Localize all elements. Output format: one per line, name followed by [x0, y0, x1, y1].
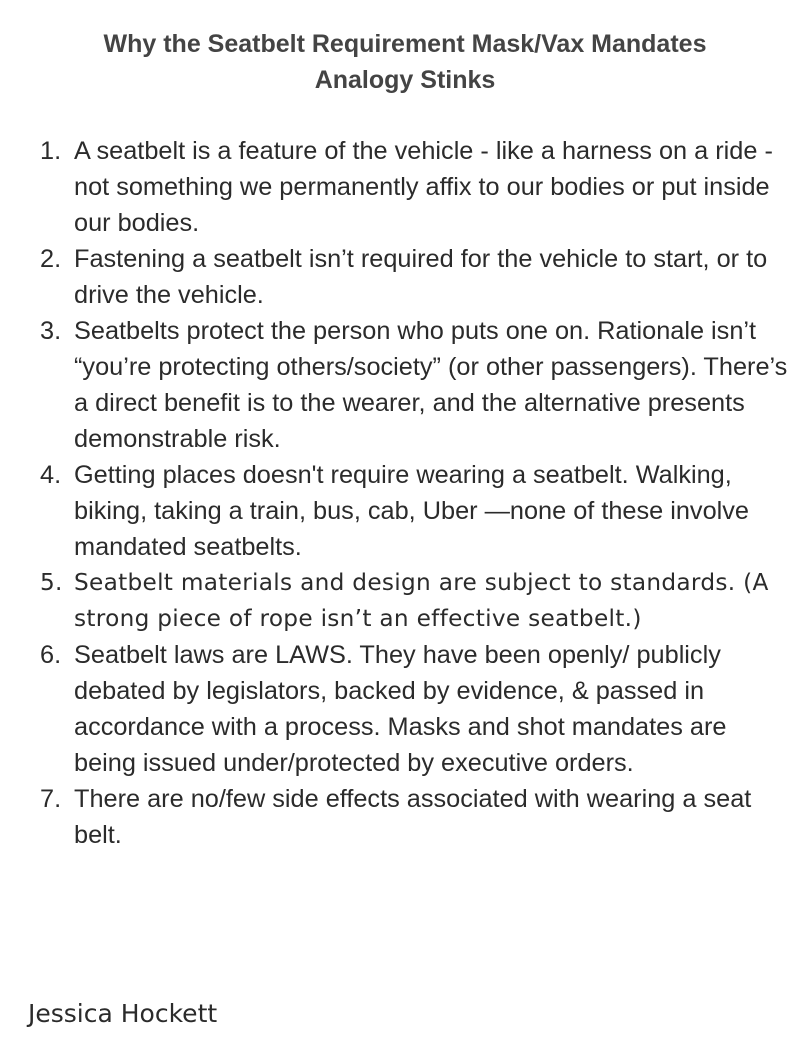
- list-item-text: Seatbelts protect the person who puts one on. Rationale isn’t “you’re protecting others/society” (or other passengers). There’s a direct benefit is to the wearer, and the alternative presents demonstrable risk.: [74, 317, 788, 453]
- list-item-number: 4.: [40, 461, 62, 489]
- list-item-number: 6.: [40, 641, 62, 669]
- list-item-text: Seatbelt laws are LAWS. They have been openly/ publicly debated by legislators, backed by evidence, & passed in accordance with a process. Masks and shot mandates are being issued under/protected by executive orders.: [74, 641, 727, 777]
- list-item: [0, 781, 790, 853]
- list-item: [0, 637, 790, 781]
- list-item-text: A seatbelt is a feature of the vehicle - like a harness on a ride - not something we permanently affix to our bodies or put inside our bodies.: [74, 137, 773, 237]
- list-item-number: 5.: [40, 569, 63, 596]
- document-title: [0, 26, 800, 98]
- list-item-text: Fastening a seatbelt isn’t required for the vehicle to start, or to drive the vehicle.: [74, 245, 768, 309]
- list-item-number: 7.: [40, 785, 62, 813]
- list-item: [0, 133, 790, 241]
- list-item: [0, 457, 790, 565]
- numbered-list: [0, 133, 790, 853]
- list-item: [0, 241, 790, 313]
- list-item-text: Getting places doesn't require wearing a seatbelt. Walking, biking, taking a train, bus, cab, Uber —none of these involve mandated seatbelts.: [74, 461, 749, 561]
- list-item: [0, 565, 790, 637]
- list-item: [0, 313, 790, 457]
- title-line-1: Why the Seatbelt Requirement Mask/Vax Mandates: [103, 30, 707, 58]
- list-item-number: 1.: [40, 137, 62, 165]
- list-item-number: 2.: [40, 245, 62, 273]
- title-line-2: Analogy Stinks: [314, 66, 496, 94]
- author-name: Jessica Hockett: [28, 999, 218, 1028]
- list-item-number: 3.: [40, 317, 62, 345]
- list-item-text: There are no/few side effects associated with wearing a seat belt.: [74, 785, 752, 849]
- list-item-text: Seatbelt materials and design are subject to standards. (A strong piece of rope isn’t an effective seatbelt.): [74, 569, 769, 632]
